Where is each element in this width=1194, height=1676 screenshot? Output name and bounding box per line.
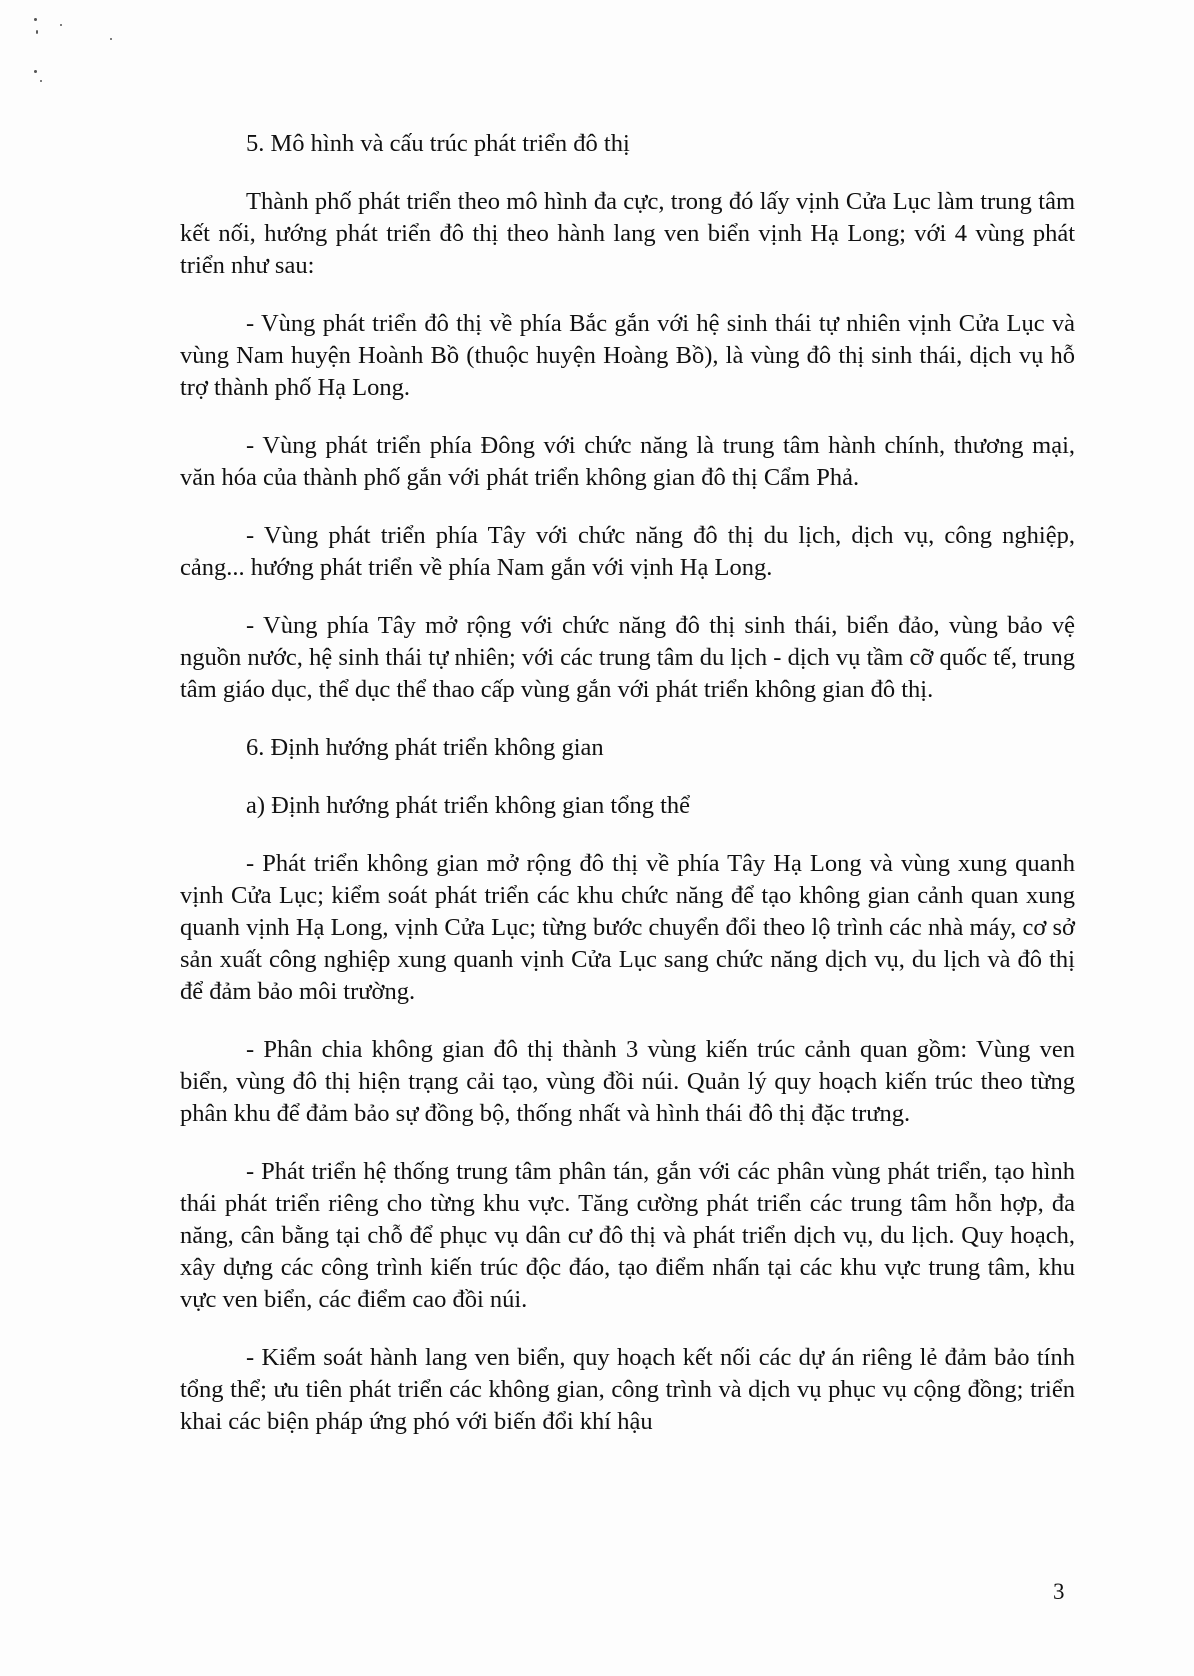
paragraph-extended-west-zone: - Vùng phía Tây mở rộng với chức năng đô thị sinh thái, biển đảo, vùng bảo vệ nguồn nước, hệ sinh thái tự nhiên; với các trung tâm du lịch - dịch vụ tầm cỡ quốc tế, trung tâm giáo dục, thể dục thể thao cấp vùng gắn với phát triển không gian đô thị. bbox=[180, 612, 1075, 703]
scan-speck bbox=[34, 70, 37, 73]
paragraph-center-system: - Phát triển hệ thống trung tâm phân tán, gắn với các phân vùng phát triển, tạo hình thái phát triển riêng cho từng khu vực. Tăng cường phát triển các trung tâm hỗn hợp, đa năng, cân bằng tại chỗ để phục vụ dân cư đô thị và phát triển dịch vụ, du lịch. Quy hoạch, xây dựng các công trình kiến trúc độc đáo, tạo điểm nhấn tại các khu vực trung tâm, khu vực ven biển, các điểm cao đồi núi. bbox=[180, 1158, 1075, 1313]
paragraph-west-expansion: - Phát triển không gian mở rộng đô thị về phía Tây Hạ Long và vùng xung quanh vịnh Cửa Lục; kiểm soát phát triển các khu chức năng để tạo không gian cảnh quan xung quanh vịnh Hạ Long, vịnh Cửa Lục; từng bước chuyển đổi theo lộ trình các nhà máy, cơ sở sản xuất công nghiệp xung quanh vịnh Cửa Lục sang chức năng dịch vụ, du lịch và đô thị để đảm bảo môi trường. bbox=[180, 850, 1075, 1005]
paragraph-landscape-zones: - Phân chia không gian đô thị thành 3 vùng kiến trúc cảnh quan gồm: Vùng ven biển, vùng đô thị hiện trạng cải tạo, vùng đồi núi. Quản lý quy hoạch kiến trúc theo từng phân khu để đảm bảo sự đồng bộ, thống nhất và hình thái đô thị đặc trưng. bbox=[180, 1036, 1075, 1127]
paragraph-north-zone: - Vùng phát triển đô thị về phía Bắc gắn với hệ sinh thái tự nhiên vịnh Cửa Lục và vùng Nam huyện Hoành Bồ (thuộc huyện Hoàng Bồ), là vùng đô thị sinh thái, dịch vụ hỗ trợ thành phố Hạ Long. bbox=[180, 310, 1075, 401]
scan-speck bbox=[34, 18, 37, 21]
document-body bbox=[180, 128, 1075, 1438]
subsection-heading-a: a) Định hướng phát triển không gian tổng thể bbox=[246, 792, 691, 819]
paragraph-west-zone: - Vùng phát triển phía Tây với chức năng đô thị du lịch, dịch vụ, công nghiệp, cảng... hướng phát triển về phía Nam gắn với vịnh Hạ Long. bbox=[180, 522, 1075, 581]
scan-speck bbox=[110, 38, 112, 40]
scan-speck bbox=[36, 30, 38, 34]
paragraph-east-zone: - Vùng phát triển phía Đông với chức năng là trung tâm hành chính, thương mại, văn hóa của thành phố gắn với phát triển không gian đô thị Cẩm Phả. bbox=[180, 432, 1075, 491]
scan-speck bbox=[40, 80, 42, 82]
section-heading-6: 6. Định hướng phát triển không gian bbox=[246, 734, 604, 761]
paragraph-model-intro: Thành phố phát triển theo mô hình đa cực, trong đó lấy vịnh Cửa Lục làm trung tâm kết nối, hướng phát triển đô thị theo hành lang ven biển vịnh Hạ Long; với 4 vùng phát triển như sau: bbox=[180, 188, 1075, 279]
paragraph-coastal-corridor: - Kiểm soát hành lang ven biển, quy hoạch kết nối các dự án riêng lẻ đảm bảo tính tổng thể; ưu tiên phát triển các không gian, công trình và dịch vụ phục vụ cộng đồng; triển khai các biện pháp ứng phó với biến đổi khí hậu bbox=[180, 1344, 1075, 1435]
scan-speck bbox=[60, 24, 62, 26]
page-number: 3 bbox=[1053, 1579, 1065, 1604]
section-heading-5: 5. Mô hình và cấu trúc phát triển đô thị bbox=[246, 130, 630, 157]
